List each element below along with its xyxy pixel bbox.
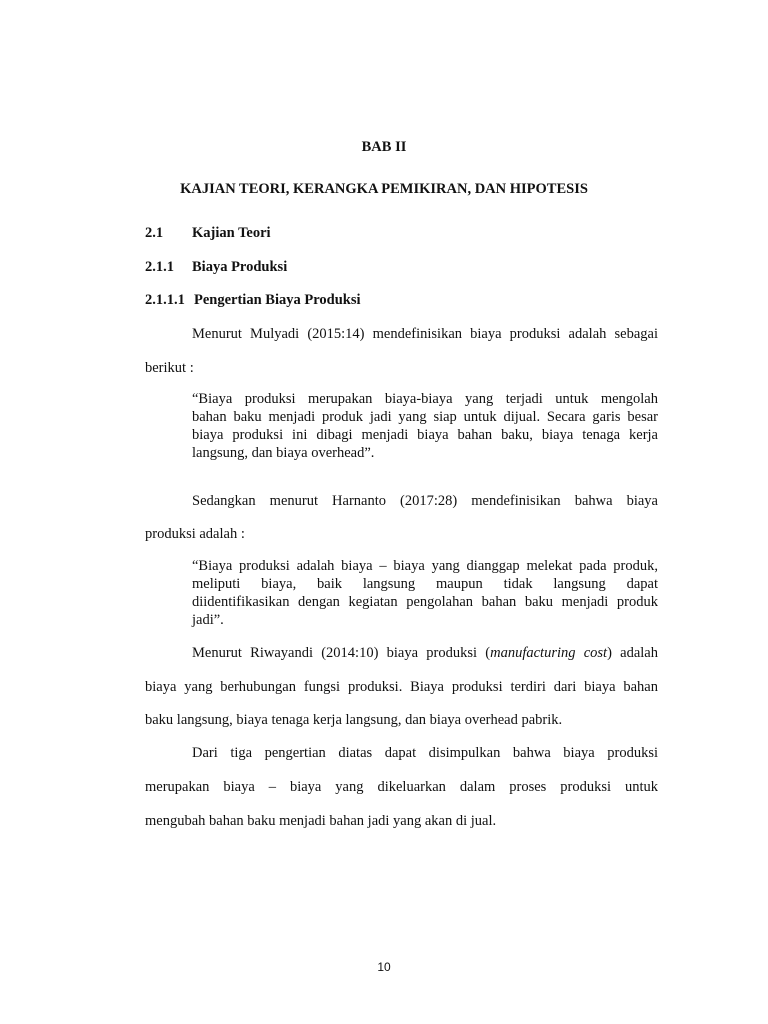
page-number: 10 <box>377 960 391 974</box>
paragraph-4-line-2: merupakan biaya – biaya yang dikeluarkan dalam proses produksi untuk <box>145 779 658 795</box>
paragraph-2-line-1: Sedangkan menurut Harnanto (2017:28) mendefinisikan bahwa biaya <box>192 493 658 509</box>
paragraph-3-line-2: biaya yang berhubungan fungsi produksi. Biaya produksi terdiri dari biaya bahan <box>145 679 658 695</box>
heading-number: 2.1.1.1 <box>145 292 185 308</box>
italic-term: manufacturing cost <box>490 645 608 661</box>
text-run: Menurut Riwayandi (2014:10) biaya produksi ( <box>192 645 491 661</box>
paragraph-2-line-2: produksi adalah : <box>145 526 245 542</box>
quote-line: biaya produksi ini dibagi menjadi biaya bahan baku, biaya tenaga kerja <box>192 427 658 443</box>
chapter-label: BAB II <box>361 139 407 155</box>
quote-line: bahan baku menjadi produk jadi yang siap untuk dijual. Secara garis besar <box>192 409 658 425</box>
paragraph-3-line-3: baku langsung, biaya tenaga kerja langsung, dan biaya overhead pabrik. <box>145 712 563 728</box>
quote-line: diidentifikasikan dengan kegiatan pengolahan bahan baku menjadi produk <box>192 594 658 610</box>
paragraph-1-line-1: Menurut Mulyadi (2015:14) mendefinisikan biaya produksi adalah sebagai <box>192 326 658 342</box>
quote-line: langsung, dan biaya overhead”. <box>192 445 375 461</box>
heading-number: 2.1 <box>145 225 164 241</box>
block-quote-2 <box>192 557 658 629</box>
heading-number: 2.1.1 <box>145 259 174 275</box>
heading-text: Kajian Teori <box>192 225 271 241</box>
chapter-title: KAJIAN TEORI, KERANGKA PEMIKIRAN, DAN HIPOTESIS <box>180 181 588 197</box>
paragraph-4-line-1: Dari tiga pengertian diatas dapat disimpulkan bahwa biaya produksi <box>192 745 658 761</box>
paragraph-3-line-1 <box>145 646 658 661</box>
quote-line: “Biaya produksi adalah biaya – biaya yang dianggap melekat pada produk, <box>192 558 658 574</box>
heading-text: Biaya Produksi <box>192 259 288 275</box>
quote-line: jadi”. <box>192 612 224 628</box>
paragraph-1-line-2: berikut : <box>145 360 194 376</box>
quote-line: “Biaya produksi merupakan biaya-biaya yang terjadi untuk mengolah <box>192 391 658 407</box>
paragraph-4-line-3: mengubah bahan baku menjadi bahan jadi yang akan di jual. <box>145 813 497 829</box>
heading-text: Pengertian Biaya Produksi <box>194 292 361 308</box>
quote-line: meliputi biaya, baik langsung maupun tidak langsung dapat <box>192 576 658 592</box>
text-run: ) adalah <box>607 645 658 661</box>
block-quote-1 <box>192 390 658 462</box>
